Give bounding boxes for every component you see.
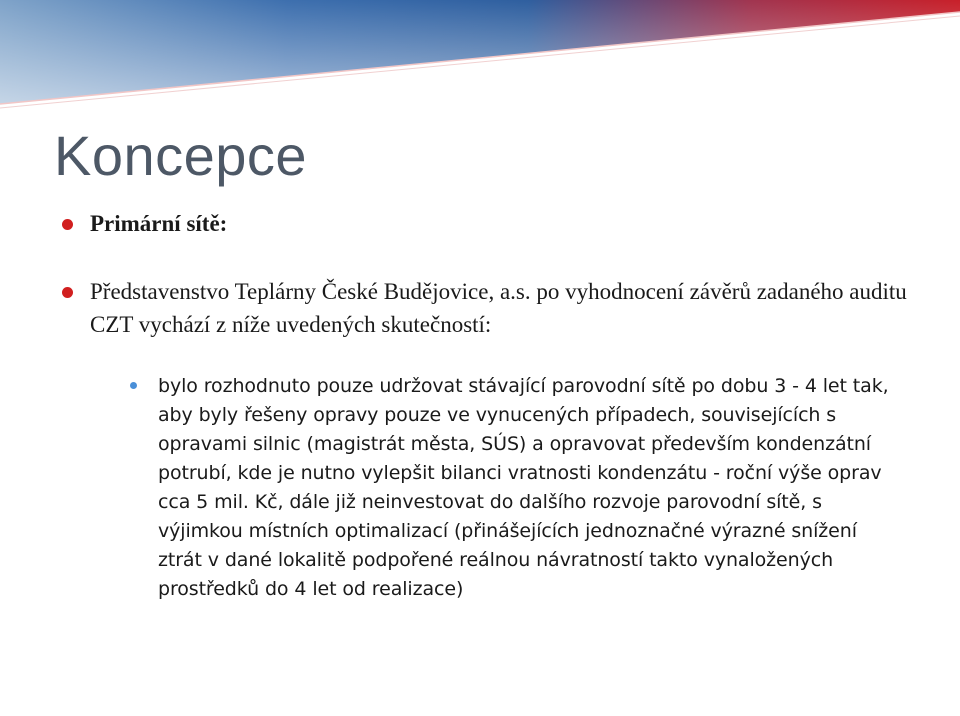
slide-title: Koncepce [54, 124, 308, 187]
list-item-board-statement [62, 275, 922, 341]
decorative-banner [0, 0, 960, 110]
list-item-text: Představenstvo Teplárny České Budějovice, a.s. po vyhodnocení závěrů zadaného auditu CZT vychází z níže uvedených skutečností: [90, 279, 907, 337]
list-item-text: Primární sítě: [90, 211, 228, 236]
list-item-primary-networks [62, 207, 922, 240]
sub-list-item-decision [130, 372, 900, 604]
bullet-icon [130, 382, 137, 389]
bullet-icon [62, 287, 73, 298]
list-item-text: bylo rozhodnuto pouze udržovat stávající parovodní sítě po dobu 3 - 4 let tak, aby byly řešeny opravy pouze ve vynucených případech, souvisejících s opravami silnic (magistrát města, SÚS) a opravovat především kondenzátní potrubí, kde je nutno vylepšit bilanci vratnosti kondenzátu - roční výše oprav cca 5 mil. Kč, dále již neinvestovat do dalšího rozvoje parovodní sítě, s výjimkou místních optimalizací (přinášejících jednoznačné výrazné snížení ztrát v dané lokalitě podpořené reálnou návratností takto vynaložených prostředků do 4 let od realizace) [158, 375, 889, 600]
bullet-icon [62, 219, 73, 230]
